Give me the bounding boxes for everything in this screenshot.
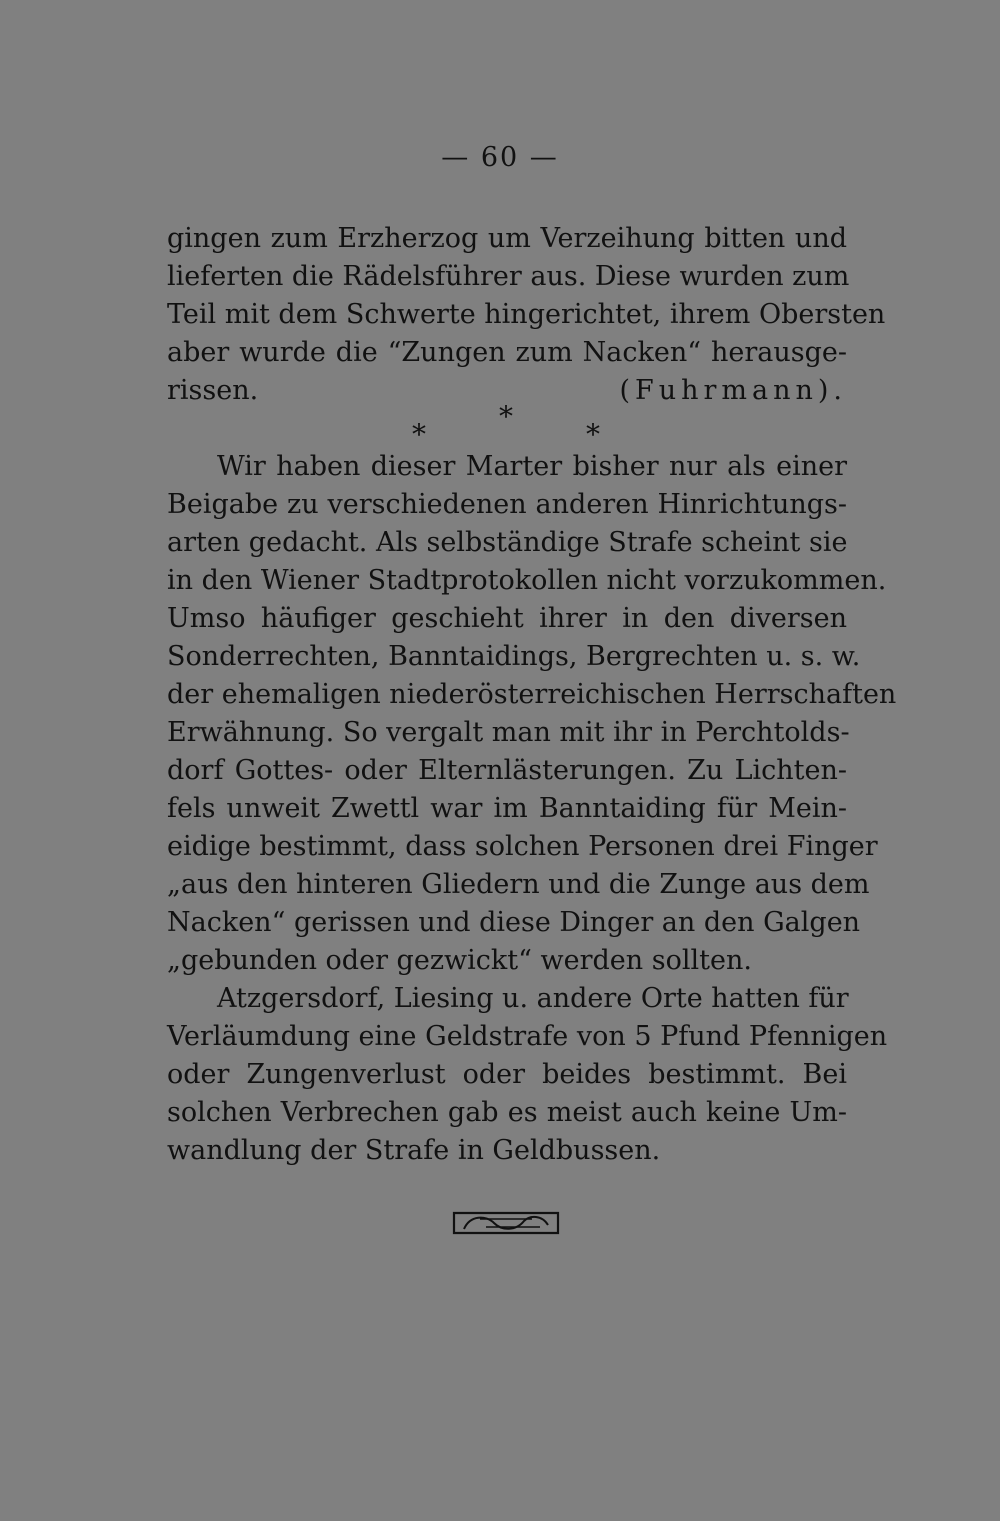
text-line: in den Wiener Stadtprotokollen nicht vorzukommen. — [167, 565, 887, 596]
text-line: der ehemaligen niederösterreichischen Herrschaften — [167, 679, 897, 710]
text-line: fels unweit Zwettl war im Banntaiding für Mein- — [167, 793, 847, 824]
asterisk: * — [499, 400, 513, 433]
text-line: dorf Gottes- oder Elternlästerungen. Zu Lichten- — [167, 755, 847, 786]
text-line: wandlung der Strafe in Geldbussen. — [167, 1135, 661, 1166]
asterism-separator — [0, 400, 1000, 450]
text-line: lieferten die Rädelsführer aus. Diese wurden zum — [167, 261, 850, 292]
text-line: aber wurde die “Zungen zum Nacken“ herausge- — [167, 337, 847, 368]
text-line: Nacken“ gerissen und diese Dinger an den Galgen — [167, 907, 861, 938]
text-line: Wir haben dieser Marter bisher nur als einer — [217, 451, 847, 482]
asterisk: * — [412, 418, 426, 451]
text-line: Teil mit dem Schwerte hingerichtet, ihrem Obersten — [167, 299, 886, 330]
closing-ornament-icon — [450, 1207, 562, 1241]
text-line: solchen Verbrechen gab es meist auch keine Um- — [167, 1097, 847, 1128]
text-line: Atzgersdorf, Liesing u. andere Orte hatten für — [217, 983, 849, 1014]
text-line: „aus den hinteren Gliedern und die Zunge aus dem — [167, 869, 870, 900]
text-line: arten gedacht. Als selbständige Strafe scheint sie — [167, 527, 848, 558]
text-line-left: rissen. — [167, 375, 259, 406]
text-line: Beigabe zu verschiedenen anderen Hinrichtungs- — [167, 489, 847, 520]
text-line: „gebunden oder gezwickt“ werden sollten. — [167, 945, 752, 976]
text-line: gingen zum Erzherzog um Verzeihung bitten und — [167, 223, 847, 254]
author-attribution: (Fuhrmann). — [619, 375, 847, 406]
text-line: oder Zungenverlust oder beides bestimmt. Bei — [167, 1059, 847, 1090]
text-line: Verläumdung eine Geldstrafe von 5 Pfund Pfennigen — [167, 1021, 888, 1052]
text-line: Umso häufiger geschieht ihrer in den diversen — [167, 603, 847, 634]
text-line: eidige bestimmt, dass solchen Personen drei Finger — [167, 831, 878, 862]
text-line: Erwähnung. So vergalt man mit ihr in Perchtolds- — [167, 717, 850, 748]
text-line: Sonderrechten, Banntaidings, Bergrechten u. s. w. — [167, 641, 861, 672]
page-number: — 60 — — [441, 142, 559, 173]
asterisk: * — [586, 418, 600, 451]
